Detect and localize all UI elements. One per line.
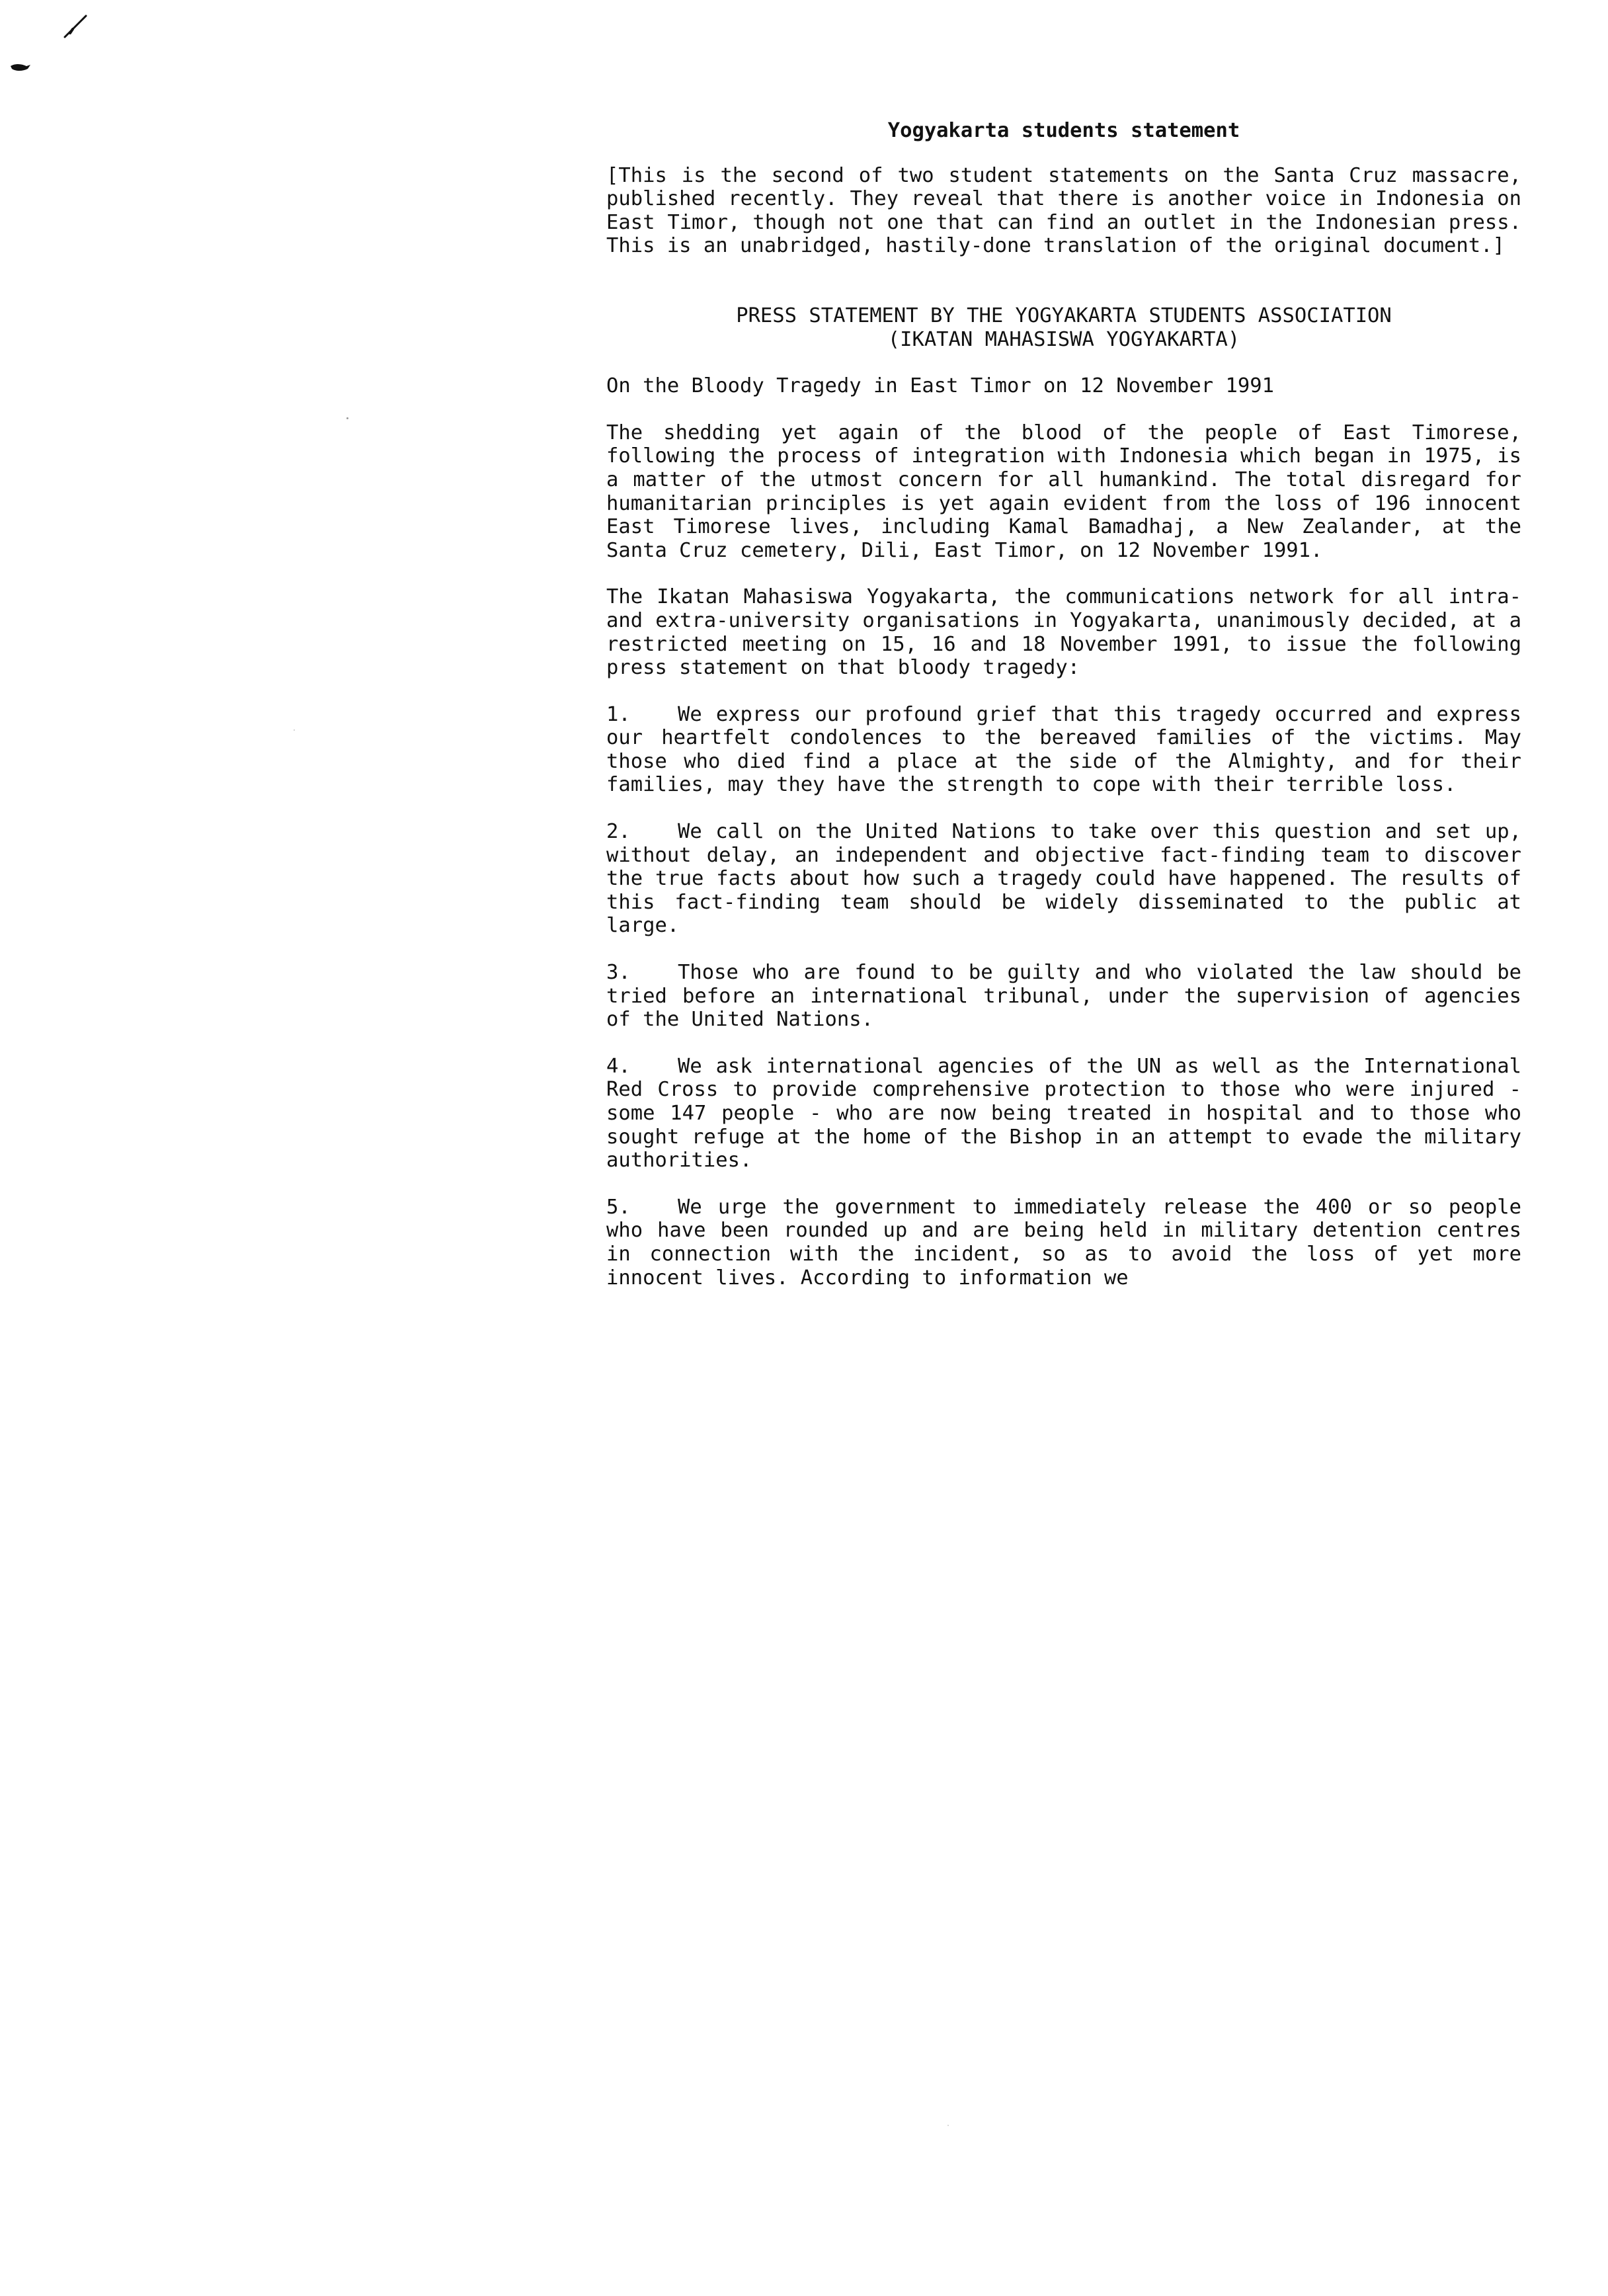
editor-intro-note: [This is the second of two student statements on the Santa Cruz massacre, published recently. They reveal that there is another voice in Indonesia on East Timor, though not one that can find an outlet in the Indonesian press. This is an unabridged, hastily-done translation of the original document.]	[606, 163, 1521, 258]
document-body	[606, 119, 1521, 1290]
item-text: Those who are found to be guilty and who violated the law should be tried before an international tribunal, under the supervision of agencies of the United Nations.	[606, 961, 1521, 1032]
press-statement-heading	[606, 304, 1521, 351]
press-heading-line-1: PRESS STATEMENT BY THE YOGYAKARTA STUDENTS ASSOCIATION	[736, 304, 1392, 327]
statement-dateline: On the Bloody Tragedy in East Timor on 12 November 1991	[606, 374, 1274, 398]
item-text: We ask international agencies of the UN as well as the International Red Cross to provide comprehensive protection to those who were injured - some 147 people - who are now being treated in hospital and to those who sought refuge at the home of the Bishop in an attempt to evade the military authorities.	[606, 1054, 1521, 1172]
item-number: 4.	[606, 1054, 631, 1078]
item-number: 1.	[606, 702, 631, 726]
item-text: We express our profound grief that this tragedy occurred and express our heartfelt condolences to the bereaved families of the victims. May those who died find a place at the side of the Almighty, and for their families, may they have the strength to cope with their terrible loss.	[606, 702, 1521, 797]
ink-blot-mark	[9, 61, 32, 74]
numbered-item-4	[606, 1055, 1521, 1172]
numbered-item-1	[606, 703, 1521, 797]
paragraph-2: The Ikatan Mahasiswa Yogyakarta, the communications network for all intra- and extra-university organisations in Yogyakarta, unanimously decided, at a restricted meeting on 15, 16 and 18 November 1991, to issue the following press statement on that bloody tragedy:	[606, 585, 1521, 680]
scan-speck	[294, 729, 295, 731]
item-number: 5.	[606, 1195, 631, 1219]
item-number: 3.	[606, 961, 631, 985]
paragraph-1: The shedding yet again of the blood of the people of East Timorese, following the process of integration with Indonesia which began in 1975, is a matter of the utmost concern for all humankind. The total disregard for humanitarian principles is yet again evident from the loss of 196 innocent East Timorese lives, including Kamal Bamadhaj, a New Zealander, at the Santa Cruz cemetery, Dili, East Timor, on 12 November 1991.	[606, 421, 1521, 562]
scan-speck	[346, 417, 348, 419]
document-title: Yogyakarta students statement	[887, 119, 1240, 142]
numbered-item-5	[606, 1196, 1521, 1290]
item-number: 2.	[606, 820, 631, 844]
press-heading-line-2: (IKATAN MAHASISWA YOGYAKARTA)	[887, 327, 1240, 351]
scan-speck	[947, 2125, 949, 2126]
numbered-item-3	[606, 961, 1521, 1032]
item-text: We urge the government to immediately release the 400 or so people who have been rounded up and are being held in military detention centres in connection with the incident, so as to avoid the loss of yet more innocent lives. According to information we	[606, 1195, 1521, 1290]
pen-stroke-mark	[62, 13, 89, 40]
item-text: We call on the United Nations to take over this question and set up, without delay, an independent and objective fact-finding team to discover the true facts about how such a tragedy could have happened. The results of this fact-finding team should be widely disseminated to the public at large.	[606, 820, 1521, 938]
numbered-item-2	[606, 820, 1521, 938]
